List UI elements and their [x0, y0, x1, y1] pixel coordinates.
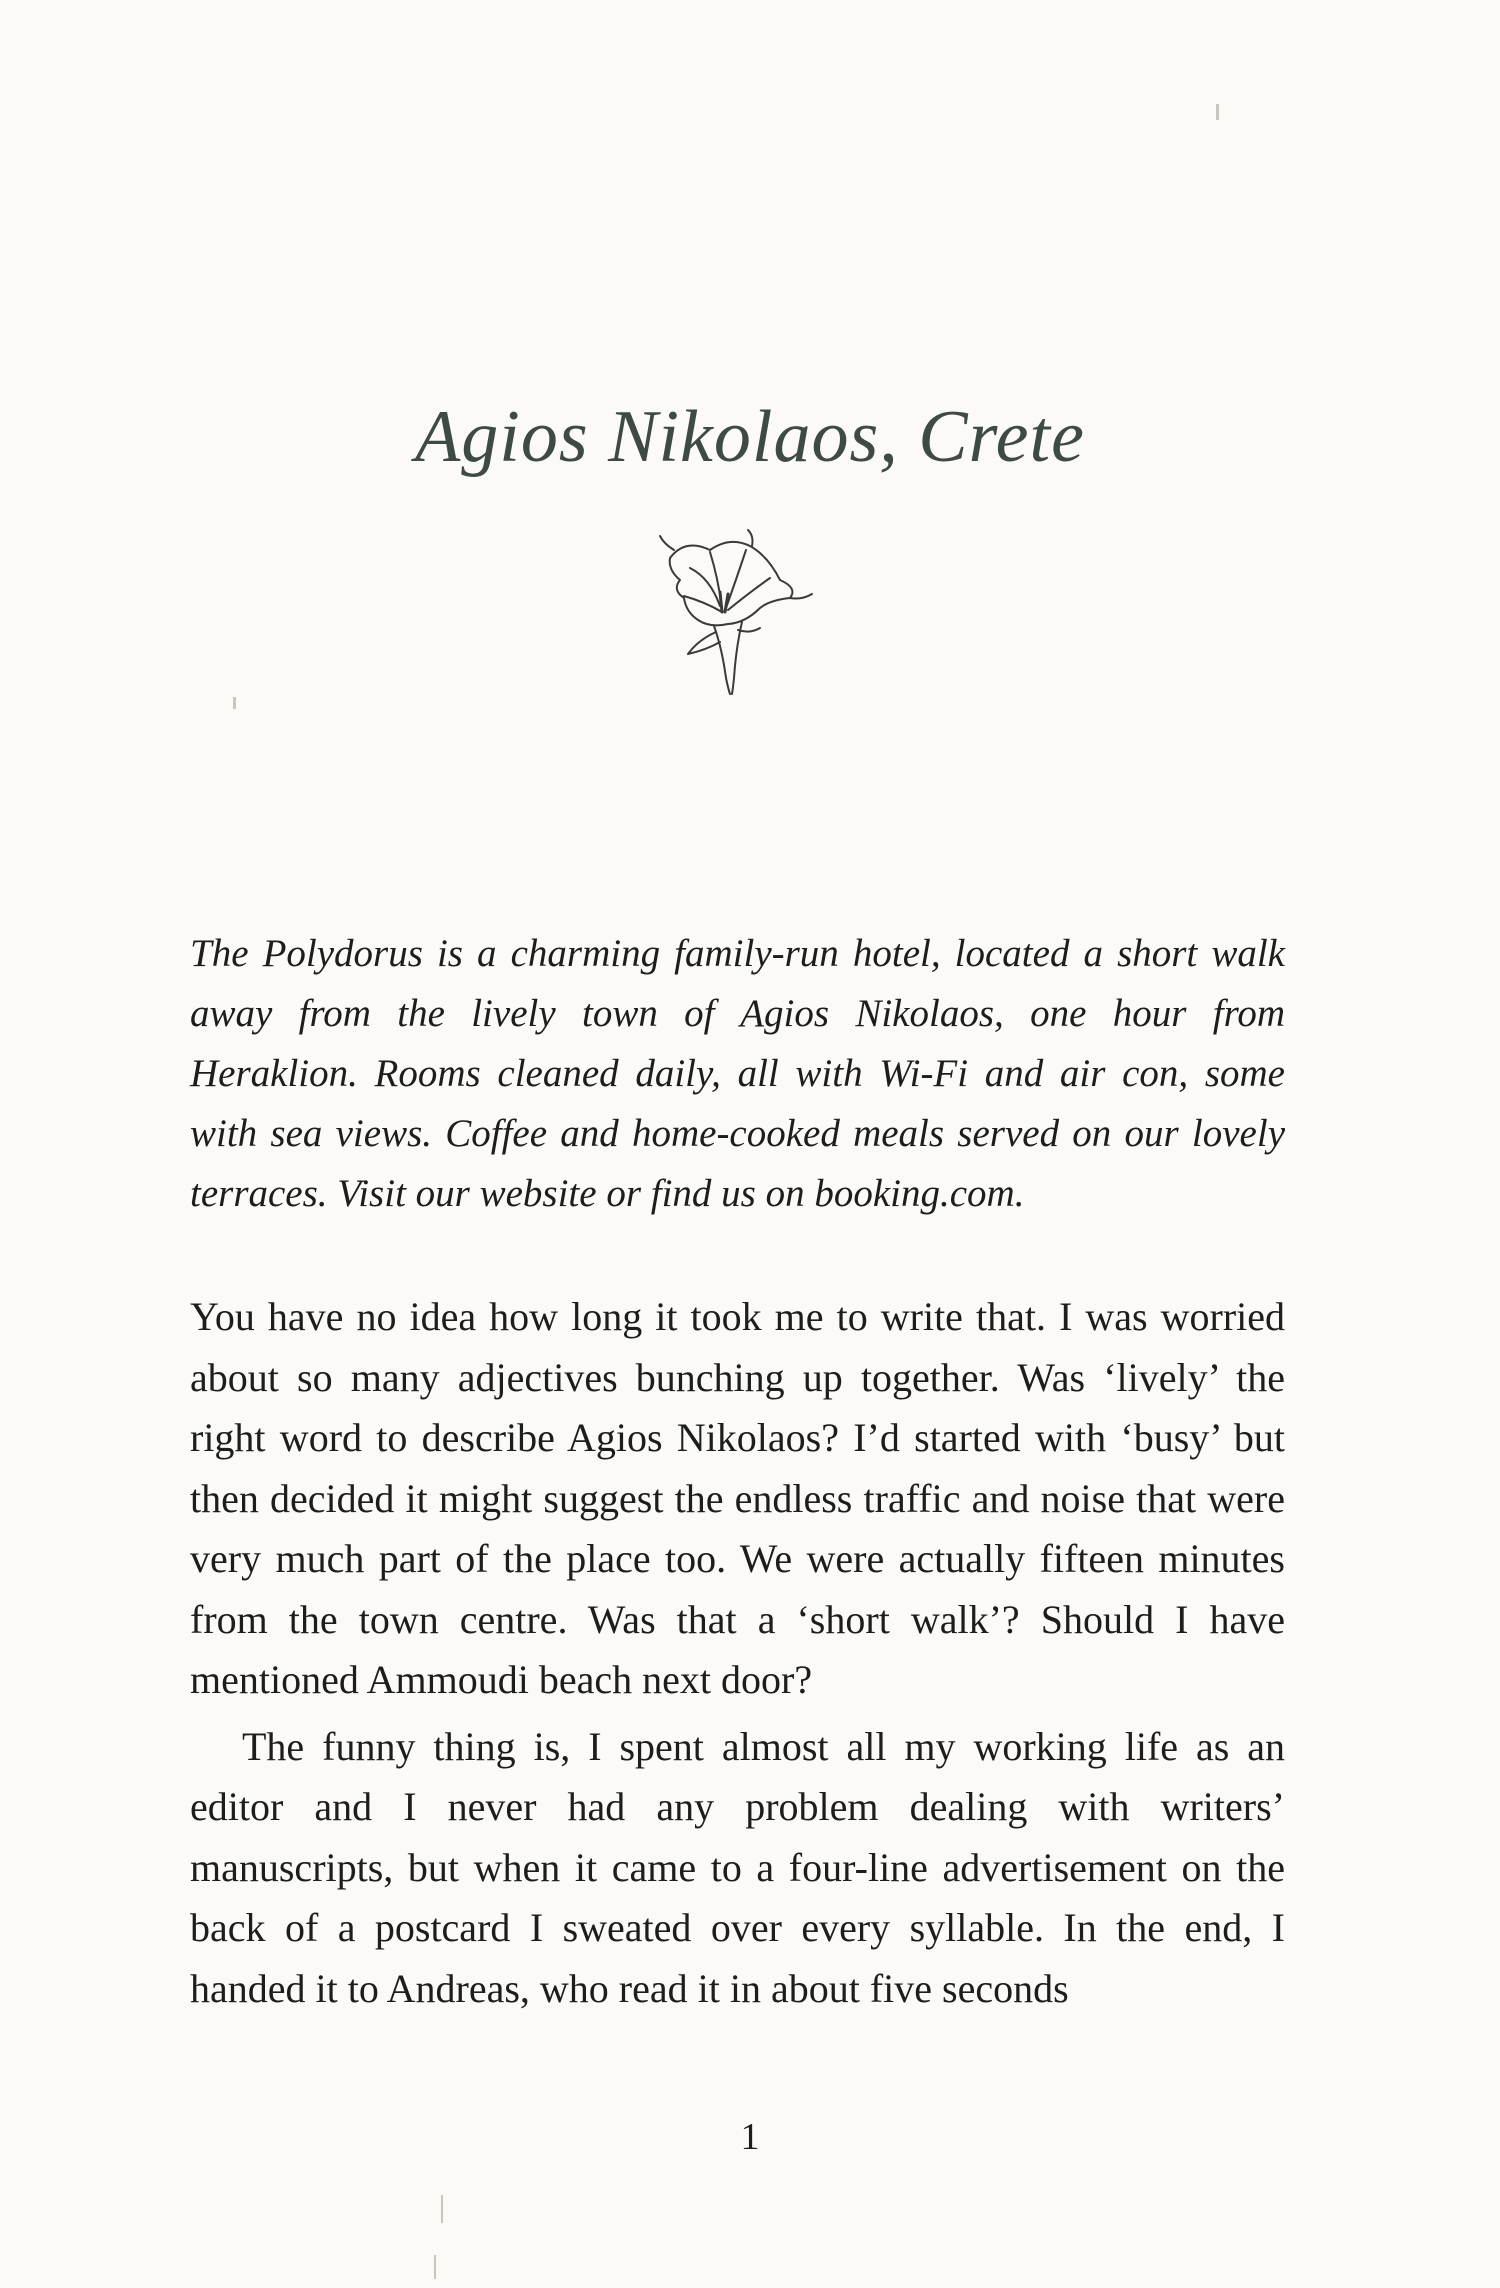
flower-icon — [650, 528, 820, 698]
scan-speck — [1216, 104, 1219, 120]
scan-speck — [434, 2255, 436, 2279]
scan-speck — [441, 2195, 443, 2223]
page-number: 1 — [740, 2116, 760, 2158]
epigraph-advert: The Polydorus is a charming family-run hotel, located a short walk away from the lively town of Agios Nikolaos, one hour from Heraklion. Rooms cleaned daily, all with Wi-Fi and air con, some with sea views. Coffee and home-cooked meals served on our lovely terraces. Visit our website or find us on booking.com. — [190, 932, 1285, 1215]
body-text — [190, 1287, 1285, 2019]
scan-speck — [233, 697, 236, 709]
paragraph-1: You have no idea how long it took me to write that. I was worried about so many adjectives bunching up together. Was ‘lively’ the right word to describe Agios Nikolaos? I’d started with ‘busy’ but then decided it might suggest the endless traffic and noise that were very much part of the place too. We were actually fifteen minutes from the town centre. Was that a ‘short walk’? Should I have mentioned Ammoudi beach next door? — [190, 1294, 1285, 1702]
chapter-title: Agios Nikolaos, Crete — [415, 396, 1085, 478]
paragraph-2: The funny thing is, I spent almost all my working life as an editor and I never had any problem dealing with writers’ manuscripts, but when it came to a four-line advertisement on the back of a postcard I sweated over every syllable. In the end, I handed it to Andreas, who read it in about five seconds — [190, 1723, 1285, 2011]
